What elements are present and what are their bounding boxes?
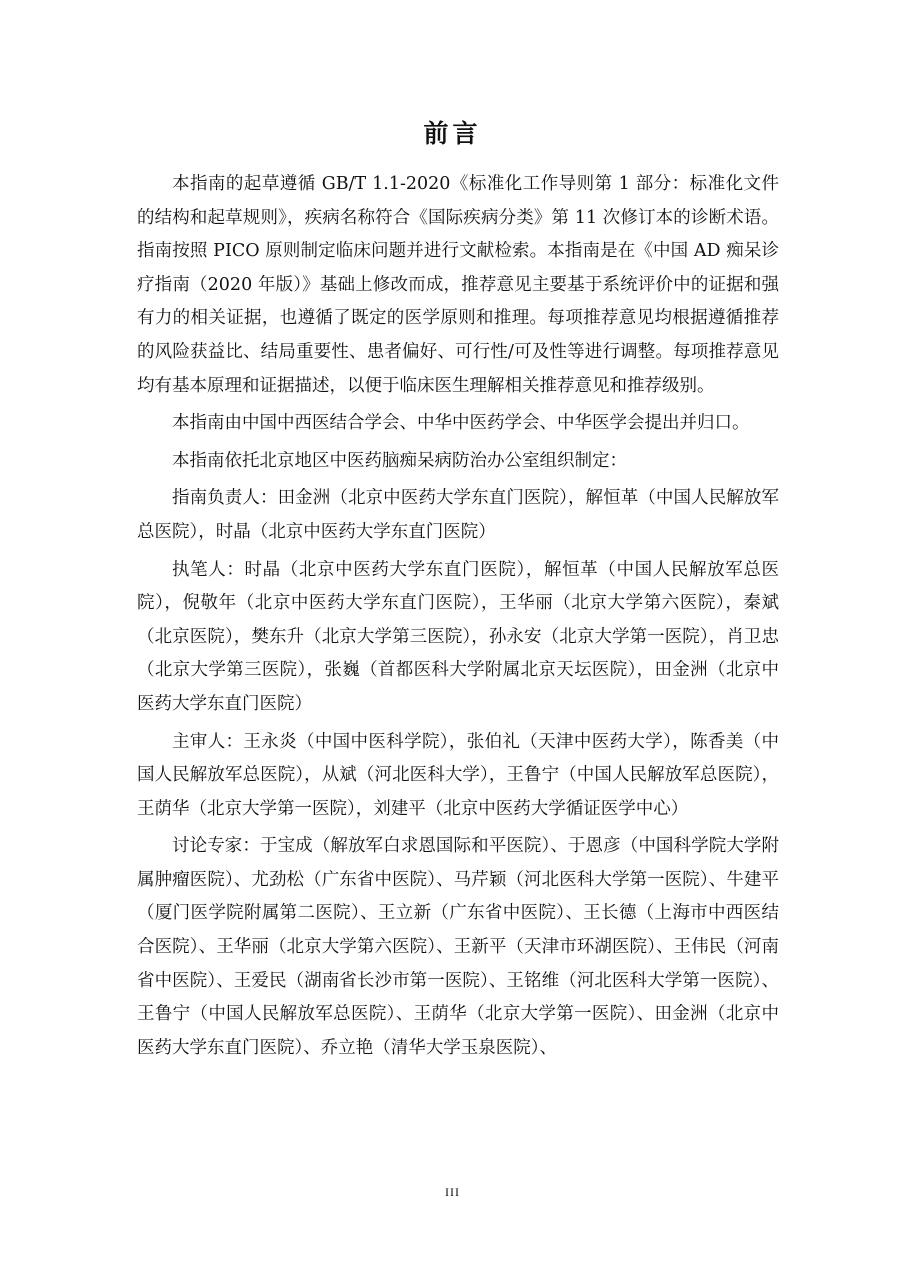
paragraph-authors: 执笔人：时晶（北京中医药大学东直门医院），解恒革（中国人民解放军总医院），倪敬年（北京中医药大学东直门医院），王华丽（北京大学第六医院），秦斌（北京医院），樊东升（北京大学第三医院），孙永安（北京大学第一医院），肖卫忠（北京大学第三医院），张巍（首都医科大学附属北京天坛医院），田金洲（北京中医药大学东直门医院） <box>137 559 779 714</box>
paragraph-guideline-leaders: 指南负责人：田金洲（北京中医药大学东直门医院），解恒革（中国人民解放军总医院），时晶（北京中医药大学东直门医院） <box>137 488 779 542</box>
paragraph-chief-reviewers: 主审人：王永炎（中国中医科学院），张伯礼（天津中医药大学），陈香美（中国人民解放军总医院），从斌（河北医科大学），王鲁宁（中国人民解放军总医院），王荫华（北京大学第一医院），刘建平（北京中医药大学循证医学中心） <box>137 731 779 819</box>
paragraph-drafting-basis: 本指南的起草遵循 GB/T 1.1-2020《标准化工作导则第 1 部分：标准化文件的结构和起草规则》，疾病名称符合《国际疾病分类》第 11 次修订本的诊断术语。指南按照 PICO 原则制定临床问题并进行文献检索。本指南是在《中国 AD 痴呆诊疗指南（2020 年版）》基础上修改而成，推荐意见主要基于系统评价中的证据和强有力的相关证据，也遵循了既定的医学原则和推理。每项推荐意见均根据遵循推荐的风险获益比、结局重要性、患者偏好、可行性/可及性等进行调整。每项推荐意见均有基本原理和证据描述，以便于临床医生理解相关推荐意见和推荐级别。 <box>137 174 779 396</box>
body-text <box>137 168 779 1069</box>
paragraph-organizer: 本指南依托北京地区中医药脑痴呆病防治办公室组织制定： <box>172 450 627 471</box>
paragraph-discussion-experts: 讨论专家：于宝成（解放军白求恩国际和平医院）、于恩彦（中国科学院大学附属肿瘤医院）、尤劲松（广东省中医院）、马芹颖（河北医科大学第一医院）、牛建平（厦门医学院附属第二医院）、王立新（广东省中医院）、王长德（上海市中西医结合医院）、王华丽（北京大学第六医院）、王新平（天津市环湖医院）、王伟民（河南省中医院）、王爱民（湖南省长沙市第一医院）、王铭维（河北医科大学第一医院）、王鲁宁（中国人民解放军总医院）、王荫华（北京大学第一医院）、田金洲（北京中医药大学东直门医院）、乔立艳（清华大学玉泉医院）、 <box>137 836 779 1058</box>
page-number: III <box>445 1185 460 1199</box>
page-title: 前言 <box>423 119 482 148</box>
paragraph-proposer: 本指南由中国中西医结合学会、中华中医药学会、中华医学会提出并归口。 <box>172 413 750 434</box>
